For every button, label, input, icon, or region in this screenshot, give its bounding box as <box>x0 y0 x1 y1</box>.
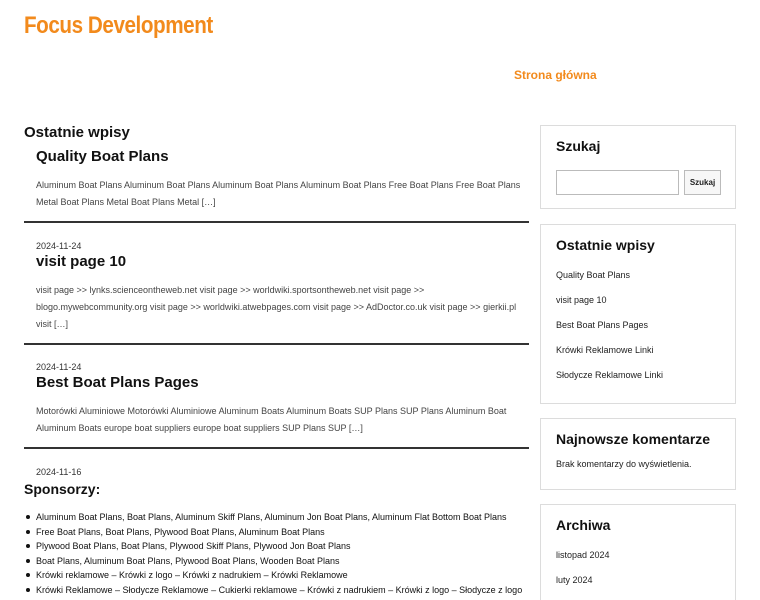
recent-post-link[interactable]: Quality Boat Plans <box>556 270 631 280</box>
comments-widget-title: Najnowsze komentarze <box>556 431 711 447</box>
recent-posts-widget <box>540 224 736 404</box>
post-excerpt: visit page >> lynks.scienceontheweb.net visit page >> worldwiki.sportsontheweb.net visit page >> blogo.mywebcommunity.org visit page >> worldwiki.atwebpages.com visit page >> AdDoctor.co.uk visit page >> gierkii.pl visit […] <box>36 285 517 329</box>
archive-link[interactable]: listopad 2024 <box>556 550 610 560</box>
sponsor-link[interactable]: Krówki Reklamowe – Słodycze Reklamowe – Cukierki reklamowe – Krówki z nadrukiem – Krówki z logo – Słodycze z logo <box>24 583 522 598</box>
post-divider <box>24 343 529 345</box>
recent-post-link[interactable]: Słodycze Reklamowe Linki <box>556 370 664 380</box>
post-date: 2024-11-24 <box>36 241 82 251</box>
post-item <box>36 253 528 333</box>
recent-post-link[interactable]: Best Boat Plans Pages <box>556 320 649 330</box>
post-date: 2024-11-16 <box>36 467 82 477</box>
post-title-link[interactable]: Quality Boat Plans <box>36 148 169 165</box>
post-excerpt: Motorówki Aluminiowe Motorówki Aluminiowe Aluminum Boats Aluminum Boats SUP Plans SUP Plans Aluminum Boat Aluminum Boats europe boat suppliers europe boat suppliers SUP Plans SUP […] <box>36 406 507 433</box>
post-title-link[interactable]: visit page 10 <box>36 253 127 270</box>
sponsors-list <box>24 510 522 597</box>
comments-widget <box>540 418 736 490</box>
sponsor-link[interactable]: Krówki reklamowe – Krówki z logo – Krówki z nadrukiem – Krówki Reklamowe <box>24 568 522 583</box>
post-excerpt: Aluminum Boat Plans Aluminum Boat Plans Aluminum Boat Plans Aluminum Boat Plans Free Boat Plans Free Boat Plans Metal Boat Plans Metal Boat Plans Metal […] <box>36 180 521 207</box>
sponsor-link[interactable]: Aluminum Boat Plans, Boat Plans, Aluminum Skiff Plans, Aluminum Jon Boat Plans, Aluminum Flat Bottom Boat Plans <box>24 510 522 525</box>
nav-home-link[interactable]: Strona główna <box>514 68 597 82</box>
search-button[interactable]: Szukaj <box>684 170 721 195</box>
post-title-link[interactable]: Best Boat Plans Pages <box>36 374 199 391</box>
post-divider <box>24 221 529 223</box>
search-widget <box>540 125 736 209</box>
search-widget-title: Szukaj <box>556 138 601 154</box>
post-item <box>36 148 528 211</box>
post-item <box>36 374 528 437</box>
archive-widget-title: Archiwa <box>556 517 611 533</box>
sponsor-link[interactable]: Plywood Boat Plans, Boat Plans, Plywood Skiff Plans, Plywood Jon Boat Plans <box>24 539 522 554</box>
recent-post-link[interactable]: Krówki Reklamowe Linki <box>556 345 654 355</box>
no-comments-text: Brak komentarzy do wyświetlenia. <box>556 459 692 469</box>
site-title[interactable]: Focus Development <box>24 12 213 39</box>
sponsor-link[interactable]: Boat Plans, Aluminum Boat Plans, Plywood Boat Plans, Wooden Boat Plans <box>24 554 522 569</box>
post-date: 2024-11-24 <box>36 362 82 372</box>
post-divider <box>24 447 529 449</box>
recent-posts-widget-title: Ostatnie wpisy <box>556 237 655 253</box>
archive-widget <box>540 504 736 600</box>
sponsors-heading: Sponsorzy: <box>24 481 101 497</box>
recent-posts-heading: Ostatnie wpisy <box>24 124 130 141</box>
recent-post-link[interactable]: visit page 10 <box>556 295 607 305</box>
search-input[interactable] <box>556 170 679 195</box>
sponsor-link[interactable]: Free Boat Plans, Boat Plans, Plywood Boat Plans, Aluminum Boat Plans <box>24 525 522 540</box>
archive-link[interactable]: luty 2024 <box>556 575 593 585</box>
